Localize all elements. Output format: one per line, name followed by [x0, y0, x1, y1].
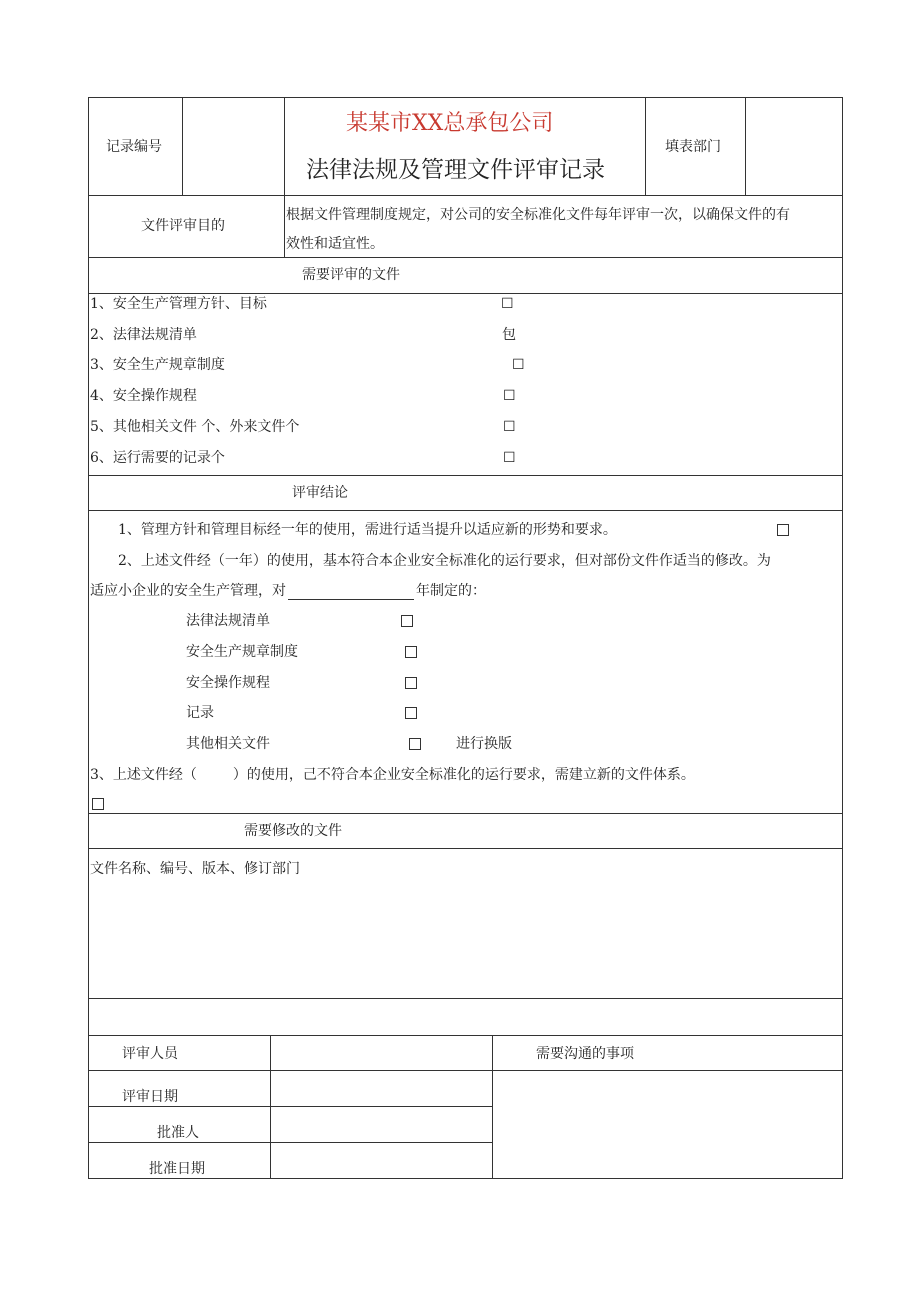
divider [88, 1106, 493, 1107]
divider [182, 97, 183, 195]
communicate-field[interactable] [494, 1072, 840, 1176]
reviewers-label: 评审人员 [122, 1046, 178, 1062]
approve-date-field[interactable] [272, 1144, 490, 1177]
conclusion-p3-text-b: ）的使用，己不符合本企业安全标准化的运行要求，需建立新的文件体系。 [232, 767, 695, 783]
purpose-text-line1: 根据文件管理制度规定，对公司的安全标准化文件每年评审一次，以确保文件的有 [286, 207, 790, 223]
modify-files-title: 需要修改的文件 [244, 823, 342, 839]
checkbox-icon[interactable] [405, 677, 417, 689]
divider [88, 1070, 843, 1071]
checkbox-icon[interactable]: ☐ [503, 388, 516, 404]
checkbox-mark[interactable]: 包 [502, 327, 516, 343]
approver-field[interactable] [272, 1108, 490, 1141]
record-no-label: 记录编号 [106, 139, 162, 155]
approve-date-label: 批准日期 [149, 1161, 205, 1177]
conclusion-p3-text-a: 3、上述文件经（ [90, 767, 197, 783]
divider [88, 998, 843, 999]
divider [88, 848, 843, 849]
review-files-title: 需要评审的文件 [302, 267, 400, 283]
year-blank-field[interactable] [288, 585, 414, 600]
reviewers-field[interactable] [272, 1037, 490, 1069]
conclusion-title: 评审结论 [292, 485, 348, 501]
company-name: 某某市XX总承包公司 [346, 111, 554, 136]
review-item: 1、安全生产管理方针、目标 [90, 296, 267, 312]
divider [88, 813, 843, 814]
conclusion-p2-text-b: 年制定的： [416, 583, 486, 599]
divider [88, 1035, 843, 1036]
checkbox-icon[interactable]: ☐ [503, 419, 516, 435]
border-top [88, 97, 843, 98]
review-date-label: 评审日期 [122, 1089, 178, 1105]
divider [88, 257, 843, 258]
review-item: 3、安全生产规章制度 [90, 357, 225, 373]
conclusion-p3 [90, 766, 695, 784]
approver-label: 批准人 [157, 1125, 199, 1141]
conclusion-subitem: 安全操作规程 [186, 675, 270, 691]
border-bottom [88, 1178, 843, 1179]
review-item: 4、安全操作规程 [90, 388, 197, 404]
divider [645, 97, 646, 195]
divider [88, 293, 843, 294]
dept-label: 填表部门 [665, 139, 721, 155]
checkbox-icon[interactable] [777, 524, 789, 536]
conclusion-subitem: 记录 [186, 705, 214, 721]
divider [88, 475, 843, 476]
document-title: 法律法规及管理文件评审记录 [306, 157, 605, 183]
divider [88, 1142, 493, 1143]
divider [745, 97, 746, 195]
conclusion-p1: 1、管理方针和管理目标经一年的使用，需进行适当提升以适应新的形势和要求。 [118, 522, 617, 538]
review-item: 2、法律法规清单 [90, 327, 197, 343]
divider [88, 195, 843, 196]
conclusion-p2-line2 [90, 582, 486, 600]
conclusion-subitem: 法律法规清单 [186, 613, 270, 629]
checkbox-icon[interactable] [405, 707, 417, 719]
divider [88, 510, 843, 511]
checkbox-icon[interactable] [92, 798, 104, 810]
divider [270, 1035, 271, 1179]
checkbox-icon[interactable] [401, 615, 413, 627]
purpose-text-line2: 效性和适宜性。 [286, 236, 384, 252]
checkbox-icon[interactable] [405, 646, 417, 658]
replace-version-text: 进行换版 [456, 736, 512, 752]
review-item: 5、其他相关文件 个、外来文件个 [90, 419, 300, 435]
review-item: 6、运行需要的记录个 [90, 450, 225, 466]
checkbox-icon[interactable]: ☐ [501, 296, 514, 312]
divider [284, 97, 285, 257]
border-left [88, 97, 89, 1179]
conclusion-subitem: 安全生产规章制度 [186, 644, 298, 660]
border-right [842, 97, 843, 1179]
communicate-label: 需要沟通的事项 [536, 1046, 634, 1062]
checkbox-icon[interactable]: ☐ [512, 357, 525, 373]
checkbox-icon[interactable]: ☐ [503, 450, 516, 466]
checkbox-icon[interactable] [409, 738, 421, 750]
purpose-label: 文件评审目的 [141, 218, 225, 234]
conclusion-p2-text-a: 适应小企业的安全生产管理，对 [90, 583, 286, 599]
divider [492, 1035, 493, 1179]
modify-files-content: 文件名称、编号、版本、修订部门 [90, 861, 300, 877]
conclusion-p2-line1: 2、上述文件经（一年）的使用，基本符合本企业安全标准化的运行要求，但对部份文件作适当的修改。为 [118, 553, 771, 569]
conclusion-subitem: 其他相关文件 [186, 736, 270, 752]
review-date-field[interactable] [272, 1072, 490, 1105]
